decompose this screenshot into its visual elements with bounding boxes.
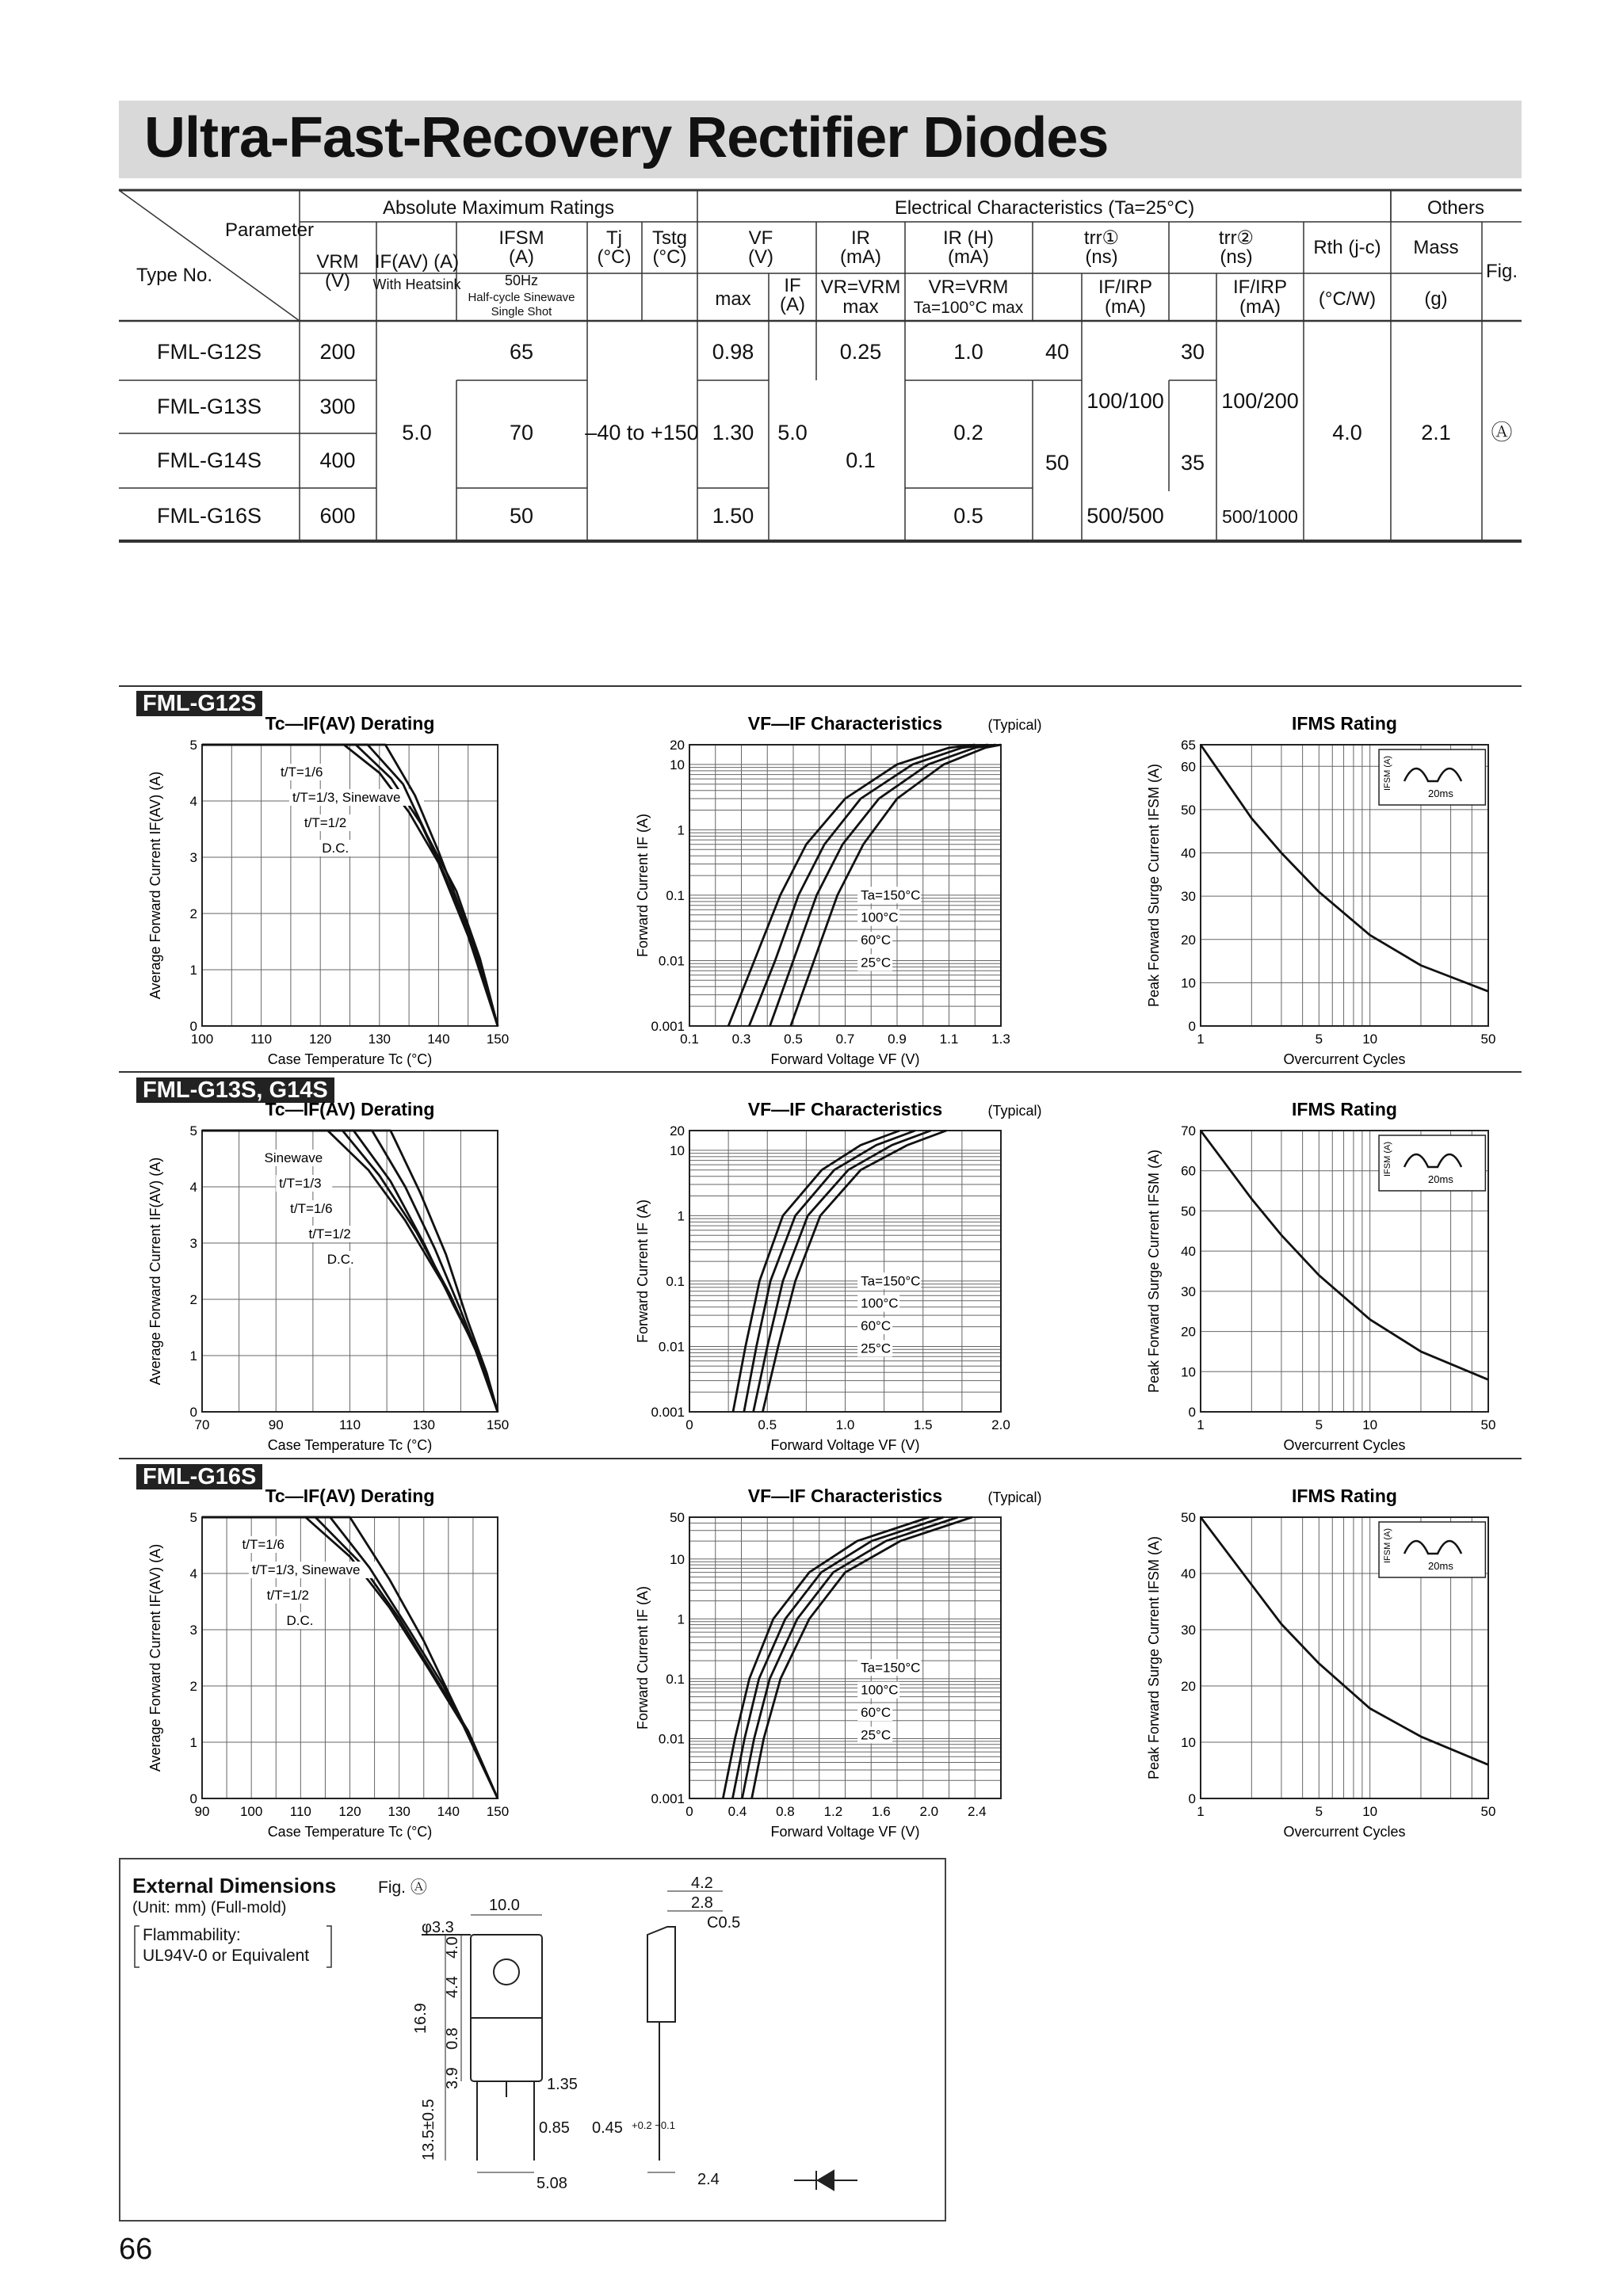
irh-value: 0.5 bbox=[953, 504, 983, 528]
y-tick-label: 3 bbox=[189, 1236, 197, 1251]
series-label: t/T=1/3, Sinewave bbox=[292, 790, 401, 805]
dim-label: 0.8 bbox=[444, 2027, 461, 2050]
y-tick-label: 10 bbox=[670, 1142, 685, 1158]
series-label: Ta=150°C bbox=[861, 1660, 921, 1676]
series-label: t/T=1/6 bbox=[281, 765, 323, 780]
h-rth-unit: (°C/W) bbox=[1318, 288, 1377, 310]
vf-if-chart bbox=[630, 1095, 1042, 1459]
y-tick-label: 1 bbox=[189, 1735, 197, 1750]
y-tick-label: 65 bbox=[1181, 738, 1196, 753]
y-tick-label: 0.001 bbox=[651, 1791, 685, 1806]
h-rth: Rth (j-c) bbox=[1313, 237, 1381, 258]
series-label: 25°C bbox=[861, 955, 892, 971]
chart-grid bbox=[689, 1517, 1001, 1798]
x-tick-label: 50 bbox=[1480, 1417, 1496, 1432]
x-tick-label: 10 bbox=[1362, 1804, 1378, 1819]
vrm-value: 400 bbox=[319, 448, 356, 472]
fig-value: Ⓐ bbox=[1491, 421, 1513, 444]
y-tick-label: 2 bbox=[189, 1292, 197, 1307]
h-fig: Fig. bbox=[1485, 261, 1518, 282]
y-tick-label: 10 bbox=[670, 1551, 685, 1567]
h-ir-unit: (mA) bbox=[840, 246, 881, 268]
inset-period: 20ms bbox=[1428, 788, 1453, 799]
derating-chart bbox=[143, 1482, 510, 1846]
h-tj-unit: (°C) bbox=[597, 246, 632, 268]
series-label: 100°C bbox=[861, 910, 899, 925]
dim-label: 0.45 bbox=[592, 2119, 623, 2137]
y-tick-label: 0 bbox=[189, 1791, 197, 1806]
h-irh-cond: VR=VRM bbox=[928, 277, 1009, 298]
y-tick-label: 20 bbox=[1181, 932, 1196, 948]
section-divider bbox=[119, 685, 1522, 687]
section-label: FML-G16S bbox=[136, 1464, 262, 1489]
mass-value: 2.1 bbox=[1421, 421, 1451, 444]
inset-period: 20ms bbox=[1428, 1560, 1453, 1572]
flammability-label: Flammability: bbox=[143, 1926, 241, 1944]
x-tick-label: 5 bbox=[1315, 1804, 1323, 1819]
chart-title: VF—IF Characteristics bbox=[747, 1099, 943, 1119]
x-tick-label: 130 bbox=[412, 1417, 435, 1432]
h-if-unit: (A) bbox=[780, 294, 805, 315]
derating-chart bbox=[143, 709, 510, 1074]
page-title: Ultra-Fast-Recovery Rectifier Diodes bbox=[144, 106, 1109, 170]
y-tick-label: 0 bbox=[189, 1019, 197, 1034]
x-tick-label: 0.4 bbox=[727, 1804, 747, 1819]
y-axis-label: Forward Current IF (A) bbox=[635, 1199, 651, 1344]
h-irh-unit: (mA) bbox=[948, 246, 989, 268]
dims-title: External Dimensions bbox=[132, 1874, 337, 1897]
y-axis-label: Peak Forward Surge Current IFSM (A) bbox=[1146, 1149, 1162, 1394]
page-number: 66 bbox=[119, 2233, 153, 2266]
y-tick-label: 4 bbox=[189, 794, 197, 809]
series-label: t/T=1/3, Sinewave bbox=[251, 1562, 361, 1577]
series-label: 25°C bbox=[861, 1727, 892, 1743]
x-axis-label: Case Temperature Tc (°C) bbox=[267, 1824, 433, 1840]
x-tick-label: 90 bbox=[268, 1417, 284, 1432]
y-tick-label: 30 bbox=[1181, 1283, 1196, 1299]
h-ifsm-sub3: Single Shot bbox=[491, 305, 552, 318]
dim-label: 16.9 bbox=[412, 2003, 430, 2034]
inset-label: IFSM (A) bbox=[1383, 1142, 1393, 1177]
h-trr1-unit: (ns) bbox=[1085, 246, 1118, 268]
series-label: Ta=150°C bbox=[861, 887, 921, 903]
h-ir: IR bbox=[851, 227, 870, 249]
chart-title: IFMS Rating bbox=[1292, 1486, 1397, 1506]
dim-label: 5.08 bbox=[537, 2175, 567, 2192]
ifsm-rating-chart bbox=[1141, 1095, 1498, 1459]
y-tick-label: 20 bbox=[670, 1123, 685, 1138]
y-tick-label: 40 bbox=[1181, 1566, 1196, 1581]
trr1-cond-value: 100/100 bbox=[1086, 389, 1164, 413]
y-tick-label: 40 bbox=[1181, 845, 1196, 861]
inset-label: IFSM (A) bbox=[1383, 756, 1393, 791]
series-label: D.C. bbox=[286, 1613, 314, 1628]
x-tick-label: 5 bbox=[1315, 1032, 1323, 1047]
x-tick-label: 50 bbox=[1480, 1032, 1496, 1047]
x-tick-label: 150 bbox=[486, 1417, 510, 1432]
x-axis-label: Forward Voltage VF (V) bbox=[770, 1051, 920, 1067]
x-tick-label: 120 bbox=[338, 1804, 361, 1819]
dim-label: C0.5 bbox=[707, 1914, 741, 1932]
y-tick-label: 5 bbox=[189, 1510, 197, 1525]
if-value: 5.0 bbox=[777, 421, 808, 444]
x-tick-label: 0.7 bbox=[835, 1032, 855, 1047]
group-others: Others bbox=[1426, 197, 1485, 219]
x-tick-label: 1.2 bbox=[823, 1804, 843, 1819]
h-trr2-unit: (ns) bbox=[1220, 246, 1253, 268]
y-tick-label: 10 bbox=[670, 757, 685, 772]
x-tick-label: 140 bbox=[427, 1032, 450, 1047]
h-vf-max: max bbox=[715, 288, 751, 310]
corner-param: Parameter bbox=[224, 219, 315, 241]
y-tick-label: 50 bbox=[1181, 1203, 1196, 1219]
x-tick-label: 5 bbox=[1315, 1417, 1323, 1432]
chart-grid bbox=[689, 745, 1001, 1026]
chart-title: VF—IF Characteristics bbox=[747, 1486, 943, 1506]
y-tick-label: 10 bbox=[1181, 975, 1196, 991]
ir-value: 0.1 bbox=[846, 448, 876, 472]
x-tick-label: 0.8 bbox=[776, 1804, 795, 1819]
x-axis-label: Forward Voltage VF (V) bbox=[770, 1824, 920, 1840]
x-tick-label: 50 bbox=[1480, 1804, 1496, 1819]
dim-label: 3.9 bbox=[444, 2067, 461, 2089]
trr1-cond-value: 500/500 bbox=[1086, 504, 1164, 528]
y-tick-label: 1 bbox=[677, 1208, 685, 1224]
series-label: D.C. bbox=[327, 1252, 354, 1267]
x-axis-label: Overcurrent Cycles bbox=[1283, 1051, 1406, 1067]
y-tick-label: 0 bbox=[189, 1405, 197, 1420]
section-label: FML-G13S, G14S bbox=[136, 1077, 334, 1103]
y-tick-label: 30 bbox=[1181, 1623, 1196, 1638]
h-ir-max: max bbox=[842, 296, 879, 318]
h-trr1-cond-unit: (mA) bbox=[1105, 296, 1146, 318]
series-line bbox=[744, 1131, 915, 1412]
trr2-cond-value: 100/200 bbox=[1221, 389, 1299, 413]
y-tick-label: 1 bbox=[677, 1611, 685, 1627]
y-tick-label: 70 bbox=[1181, 1123, 1196, 1138]
chart-grid bbox=[202, 1131, 498, 1412]
x-tick-label: 2.4 bbox=[967, 1804, 987, 1819]
x-tick-label: 10 bbox=[1362, 1417, 1378, 1432]
vrm-value: 200 bbox=[319, 340, 356, 364]
h-ifav-sub: With Heatsink bbox=[372, 277, 461, 292]
dim-label: 1.35 bbox=[547, 2076, 578, 2093]
series-label: 100°C bbox=[861, 1682, 899, 1698]
y-tick-label: 10 bbox=[1181, 1735, 1196, 1750]
ifav-value: 5.0 bbox=[402, 421, 432, 444]
y-tick-label: 60 bbox=[1181, 759, 1196, 775]
vf-value: 1.30 bbox=[712, 421, 754, 444]
h-ifsm: IFSM bbox=[498, 227, 544, 249]
series-line bbox=[733, 1131, 899, 1412]
series-label: 100°C bbox=[861, 1295, 899, 1311]
y-tick-label: 5 bbox=[189, 1123, 197, 1138]
x-tick-label: 1.0 bbox=[835, 1417, 855, 1432]
vf-if-chart bbox=[630, 709, 1042, 1074]
vf-if-chart bbox=[630, 1482, 1042, 1846]
y-tick-label: 30 bbox=[1181, 889, 1196, 905]
y-tick-label: 0 bbox=[1188, 1791, 1196, 1806]
h-trr1: trr① bbox=[1083, 227, 1120, 249]
y-axis-label: Peak Forward Surge Current IFSM (A) bbox=[1146, 763, 1162, 1008]
dim-label: 4.0 bbox=[444, 1936, 461, 1958]
trr2-cond-value: 500/1000 bbox=[1222, 506, 1298, 527]
dim-label: 10.0 bbox=[489, 1897, 520, 1914]
y-tick-label: 2 bbox=[189, 906, 197, 921]
chart-title: Tc—IF(AV) Derating bbox=[265, 713, 435, 734]
x-tick-label: 1.3 bbox=[991, 1032, 1010, 1047]
y-tick-label: 1 bbox=[677, 822, 685, 838]
y-tick-label: 50 bbox=[1181, 802, 1196, 818]
x-axis-label: Case Temperature Tc (°C) bbox=[267, 1437, 433, 1453]
h-ifav: IF(AV) (A) bbox=[374, 251, 460, 273]
h-tj: Tj bbox=[606, 227, 622, 249]
x-tick-label: 110 bbox=[250, 1032, 273, 1047]
x-tick-label: 0 bbox=[685, 1804, 693, 1819]
x-tick-label: 0 bbox=[685, 1417, 693, 1432]
x-axis-label: Overcurrent Cycles bbox=[1283, 1437, 1406, 1453]
dim-label: 4.2 bbox=[691, 1875, 713, 1892]
y-tick-label: 0 bbox=[1188, 1019, 1196, 1034]
chart-title: IFMS Rating bbox=[1292, 1099, 1397, 1119]
ifsm-rating-chart bbox=[1141, 709, 1498, 1074]
x-tick-label: 120 bbox=[309, 1032, 332, 1047]
corner-type: Type No. bbox=[136, 265, 213, 286]
y-tick-label: 0.001 bbox=[651, 1019, 685, 1034]
trr2-value: 30 bbox=[1180, 340, 1205, 364]
series-label: Ta=150°C bbox=[861, 1273, 921, 1289]
type-g12s: FML-G12S bbox=[156, 340, 262, 364]
y-tick-label: 4 bbox=[189, 1566, 197, 1581]
x-tick-label: 130 bbox=[368, 1032, 391, 1047]
y-axis-label: Average Forward Current IF(AV) (A) bbox=[147, 771, 163, 1000]
spec-table bbox=[119, 190, 1522, 543]
dimension-drawing bbox=[120, 1859, 945, 2220]
dim-label: +0.2 −0.1 bbox=[632, 2119, 675, 2131]
h-ifsm-unit: (A) bbox=[509, 246, 534, 268]
x-tick-label: 130 bbox=[388, 1804, 411, 1819]
h-mass: Mass bbox=[1413, 237, 1459, 258]
h-irh: IR (H) bbox=[943, 227, 994, 249]
y-tick-label: 3 bbox=[189, 850, 197, 865]
series-label: D.C. bbox=[322, 841, 349, 856]
h-vf-unit: (V) bbox=[748, 246, 773, 268]
vrm-value: 600 bbox=[319, 504, 356, 528]
y-tick-label: 1 bbox=[189, 963, 197, 978]
chart-grid bbox=[202, 1517, 498, 1798]
x-tick-label: 1.6 bbox=[872, 1804, 891, 1819]
ir-value: 0.25 bbox=[839, 340, 882, 364]
inset-period: 20ms bbox=[1428, 1173, 1453, 1185]
y-tick-label: 40 bbox=[1181, 1244, 1196, 1260]
y-tick-label: 20 bbox=[1181, 1679, 1196, 1694]
h-vrm-unit: (V) bbox=[325, 270, 350, 292]
trr1-value: 40 bbox=[1044, 340, 1070, 364]
h-vrm: VRM bbox=[316, 251, 359, 273]
y-tick-label: 0.001 bbox=[651, 1405, 685, 1420]
chart-title: Tc—IF(AV) Derating bbox=[265, 1099, 435, 1119]
inset-label: IFSM (A) bbox=[1383, 1528, 1393, 1563]
y-axis-label: Peak Forward Surge Current IFSM (A) bbox=[1146, 1535, 1162, 1780]
y-tick-label: 10 bbox=[1181, 1364, 1196, 1380]
y-tick-label: 0.01 bbox=[658, 1339, 685, 1355]
y-tick-label: 0.01 bbox=[658, 953, 685, 969]
y-tick-label: 20 bbox=[670, 738, 685, 753]
x-axis-label: Case Temperature Tc (°C) bbox=[267, 1051, 433, 1067]
external-dimensions-panel bbox=[119, 1858, 946, 2222]
series-line bbox=[762, 1131, 946, 1412]
y-tick-label: 4 bbox=[189, 1180, 197, 1195]
dim-label: 2.8 bbox=[691, 1894, 713, 1912]
x-tick-label: 0.5 bbox=[784, 1032, 803, 1047]
section-label: FML-G12S bbox=[136, 691, 262, 716]
fig-label: Fig. Ⓐ bbox=[378, 1878, 427, 1897]
chart-title-note: (Typical) bbox=[987, 1489, 1042, 1505]
vf-value: 1.50 bbox=[712, 504, 754, 528]
h-trr1-cond: IF/IRP bbox=[1098, 277, 1153, 298]
type-g16s: FML-G16S bbox=[156, 504, 262, 528]
h-ifsm-sub2: Half-cycle Sinewave bbox=[468, 291, 575, 304]
type-g14s: FML-G14S bbox=[156, 448, 262, 472]
title-bar bbox=[119, 101, 1522, 178]
x-tick-label: 1.5 bbox=[913, 1417, 933, 1432]
series-label: 60°C bbox=[861, 933, 892, 948]
y-tick-label: 0.1 bbox=[666, 1273, 685, 1289]
y-tick-label: 5 bbox=[189, 738, 197, 753]
chart-title: VF—IF Characteristics bbox=[747, 713, 943, 734]
y-tick-label: 0 bbox=[1188, 1405, 1196, 1420]
x-tick-label: 1 bbox=[1197, 1417, 1205, 1432]
y-tick-label: 0.01 bbox=[658, 1731, 685, 1747]
ifsm-value: 70 bbox=[509, 421, 534, 444]
y-axis-label: Average Forward Current IF(AV) (A) bbox=[147, 1543, 163, 1772]
trr2-value: 35 bbox=[1180, 451, 1205, 475]
x-tick-label: 1 bbox=[1197, 1032, 1205, 1047]
x-tick-label: 90 bbox=[194, 1804, 210, 1819]
derating-chart bbox=[143, 1095, 510, 1459]
chart-title-note: (Typical) bbox=[987, 1103, 1042, 1119]
y-tick-label: 0.1 bbox=[666, 1671, 685, 1687]
x-tick-label: 0.5 bbox=[758, 1417, 777, 1432]
chart-title: IFMS Rating bbox=[1292, 713, 1397, 734]
series-label: t/T=1/2 bbox=[308, 1226, 351, 1241]
x-tick-label: 0.3 bbox=[731, 1032, 751, 1047]
ifsm-value: 65 bbox=[509, 340, 534, 364]
dim-label: 13.5±0.5 bbox=[420, 2099, 437, 2161]
h-tstg-unit: (°C) bbox=[652, 246, 687, 268]
series-label: Sinewave bbox=[264, 1150, 323, 1165]
x-tick-label: 2.0 bbox=[991, 1417, 1010, 1432]
series-label: t/T=1/6 bbox=[242, 1537, 285, 1552]
series-label: t/T=1/3 bbox=[279, 1176, 322, 1191]
x-tick-label: 10 bbox=[1362, 1032, 1378, 1047]
y-tick-label: 20 bbox=[1181, 1324, 1196, 1340]
irh-value: 1.0 bbox=[953, 340, 983, 364]
h-if: IF bbox=[784, 275, 801, 296]
series-line bbox=[754, 1131, 931, 1412]
series-label: 25°C bbox=[861, 1341, 892, 1356]
h-ifsm-sub1: 50Hz bbox=[504, 273, 539, 288]
h-trr2-cond-unit: (mA) bbox=[1239, 296, 1281, 318]
y-tick-label: 1 bbox=[189, 1348, 197, 1363]
x-tick-label: 100 bbox=[190, 1032, 214, 1047]
front-view bbox=[422, 1915, 542, 2172]
y-tick-label: 3 bbox=[189, 1623, 197, 1638]
ifsm-value: 50 bbox=[509, 504, 534, 528]
dim-label: 4.4 bbox=[444, 1976, 461, 1998]
y-tick-label: 50 bbox=[1181, 1510, 1196, 1525]
y-tick-label: 50 bbox=[670, 1510, 685, 1525]
irh-value: 0.2 bbox=[953, 421, 983, 444]
x-tick-label: 0.9 bbox=[888, 1032, 907, 1047]
x-tick-label: 150 bbox=[486, 1804, 510, 1819]
series-label: t/T=1/2 bbox=[266, 1588, 310, 1603]
x-tick-label: 2.0 bbox=[919, 1804, 939, 1819]
x-tick-label: 110 bbox=[289, 1804, 311, 1819]
ifsm-rating-chart bbox=[1141, 1482, 1498, 1846]
y-axis-label: Forward Current IF (A) bbox=[635, 813, 651, 958]
h-tstg: Tstg bbox=[651, 227, 688, 249]
series-label: 60°C bbox=[861, 1705, 892, 1721]
x-tick-label: 1.1 bbox=[939, 1032, 959, 1047]
y-tick-label: 2 bbox=[189, 1679, 197, 1694]
x-tick-label: 110 bbox=[338, 1417, 361, 1432]
y-tick-label: 60 bbox=[1181, 1163, 1196, 1179]
trr1-value: 50 bbox=[1044, 451, 1070, 475]
x-tick-label: 1 bbox=[1197, 1804, 1205, 1819]
y-axis-label: Average Forward Current IF(AV) (A) bbox=[147, 1157, 163, 1386]
x-tick-label: 140 bbox=[437, 1804, 460, 1819]
series-label: 60°C bbox=[861, 1318, 892, 1334]
rth-value: 4.0 bbox=[1332, 421, 1362, 444]
dims-units: (Unit: mm) (Full-mold) bbox=[132, 1899, 287, 1917]
group-elec: Electrical Characteristics (Ta=25°C) bbox=[894, 197, 1195, 219]
x-tick-label: 100 bbox=[239, 1804, 263, 1819]
dim-label: φ3.3 bbox=[422, 1919, 454, 1936]
series-label: t/T=1/6 bbox=[290, 1201, 333, 1216]
group-abs: Absolute Maximum Ratings bbox=[382, 197, 615, 219]
series-label: t/T=1/2 bbox=[304, 815, 347, 830]
h-trr2: trr② bbox=[1218, 227, 1254, 249]
y-tick-label: 0.1 bbox=[666, 887, 685, 903]
flammability-value: UL94V-0 or Equivalent bbox=[143, 1947, 310, 1965]
x-axis-label: Overcurrent Cycles bbox=[1283, 1824, 1406, 1840]
diode-symbol-icon bbox=[794, 2171, 857, 2190]
y-axis-label: Forward Current IF (A) bbox=[635, 1585, 651, 1730]
h-mass-unit: (g) bbox=[1424, 288, 1448, 310]
x-tick-label: 70 bbox=[194, 1417, 210, 1432]
tj-tstg-value: –40 to +150 bbox=[585, 421, 699, 444]
dim-label: 2.4 bbox=[697, 2171, 720, 2188]
chart-title: Tc—IF(AV) Derating bbox=[265, 1486, 435, 1506]
type-g13s: FML-G13S bbox=[156, 395, 262, 418]
vrm-value: 300 bbox=[319, 395, 356, 418]
dim-label: 0.85 bbox=[539, 2119, 570, 2137]
h-ir-cond: VR=VRM bbox=[820, 277, 901, 298]
x-tick-label: 150 bbox=[486, 1032, 510, 1047]
h-irh-cond2: Ta=100°C max bbox=[913, 299, 1024, 317]
x-axis-label: Forward Voltage VF (V) bbox=[770, 1437, 920, 1453]
vf-value: 0.98 bbox=[712, 340, 754, 364]
chart-title-note: (Typical) bbox=[987, 717, 1042, 733]
h-vf: VF bbox=[748, 227, 773, 249]
x-tick-label: 0.1 bbox=[680, 1032, 699, 1047]
h-trr2-cond: IF/IRP bbox=[1232, 277, 1288, 298]
